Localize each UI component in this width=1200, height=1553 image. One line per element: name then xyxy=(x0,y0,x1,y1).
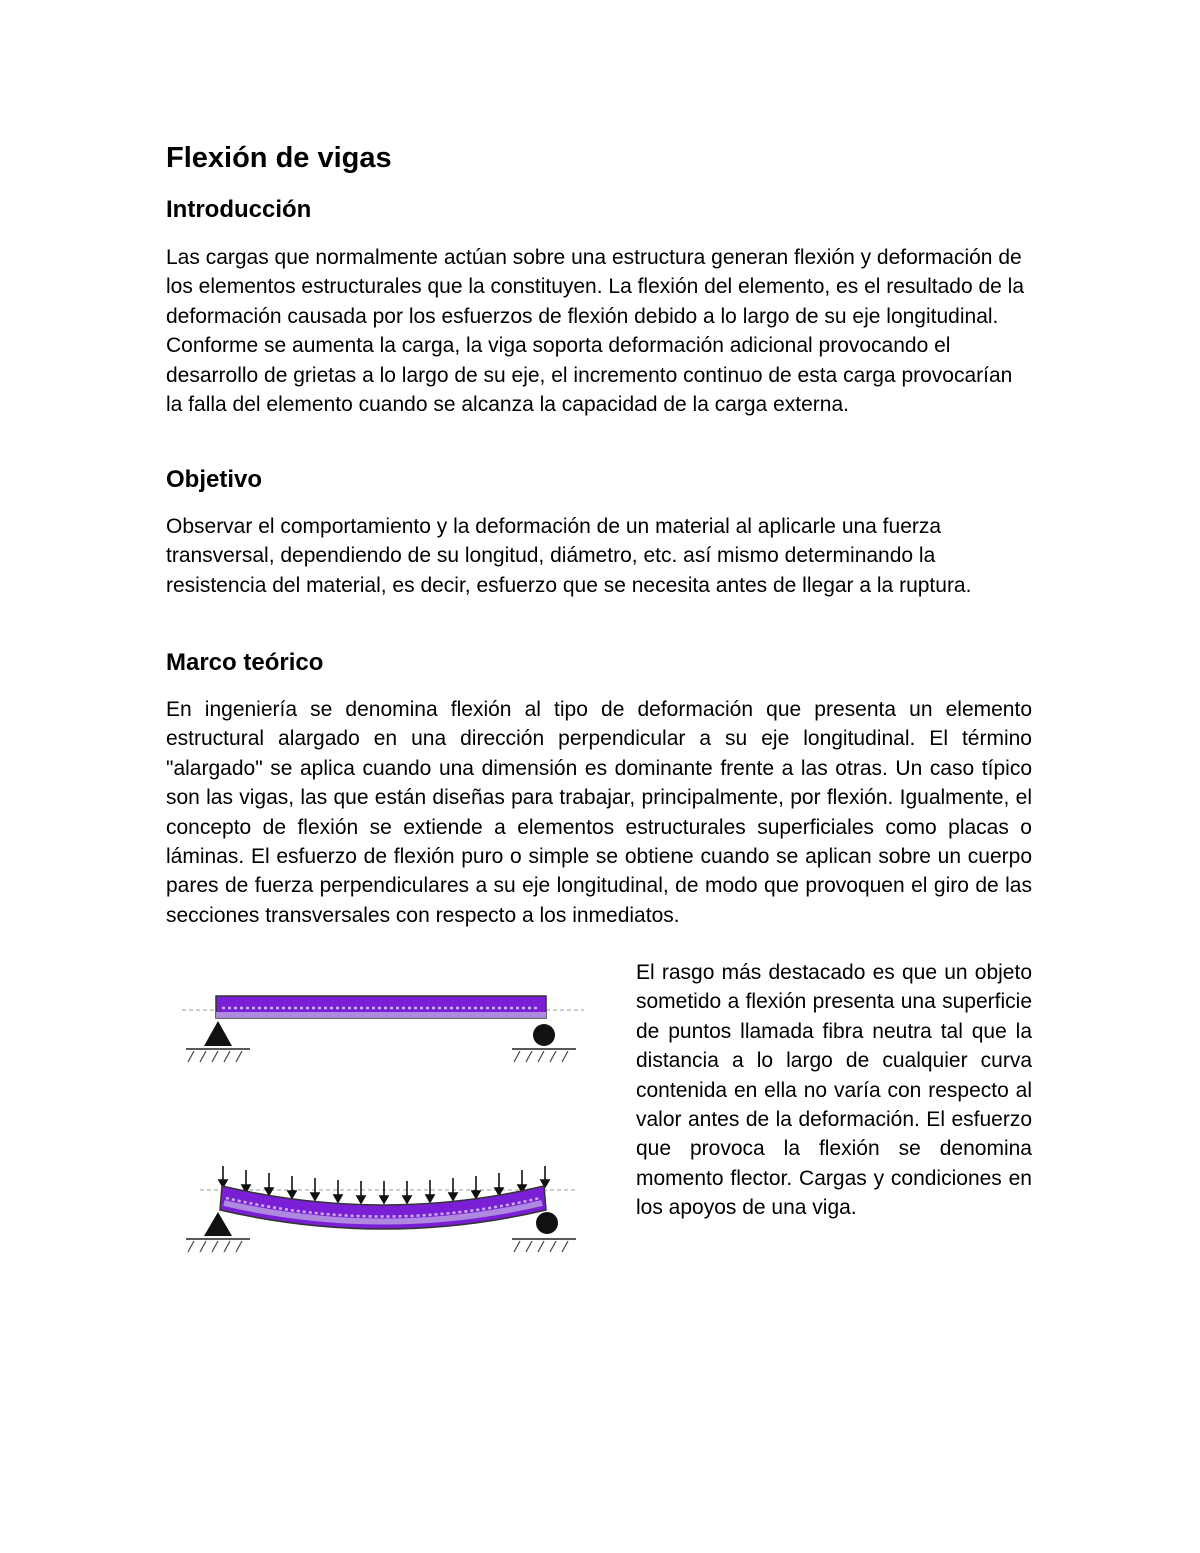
section-text-objetivo: Observar el comportamiento y la deformación de un material al aplicarle una fuerza transversal, dependiendo de su longitud, diámetro, etc. así mismo determinando la resistencia del material, es decir, esfuerzo que se necesita antes de llegar a la ruptura. xyxy=(166,515,972,597)
section-heading-introduccion: Introducción xyxy=(166,196,312,223)
unloaded-beam-diagram xyxy=(178,988,588,1068)
section-side-text-marco-teorico: El rasgo más destacado es que un objeto sometido a flexión presenta una superficie de puntos llamada fibra neutra tal que la distancia a lo largo de cualquier curva contenida en ella no varía con respecto al valor antes de la deformación. El esfuerzo que provoca la flexión se denomina momento flector. Cargas y condiciones en los apoyos de una viga. xyxy=(636,961,1032,1220)
section-heading-objetivo: Objetivo xyxy=(166,466,263,493)
section-text-introduccion: Las cargas que normalmente actúan sobre una estructura generan flexión y deformación de los elementos estructurales que la constituyen. La flexión del elemento, es el resultado de la deformación causada por los esfuerzos de flexión debido a lo largo de su eje longitudinal. Conforme se aumenta la carga, la viga soporta deformación adicional provocando el desarrollo de grietas a lo largo de su eje, el incremento continuo de esta carga provocarían la falla del elemento cuando se alcanza la capacidad de la carga externa. xyxy=(166,246,1025,417)
section-heading-marco-teorico: Marco teórico xyxy=(166,649,324,676)
loaded-beam-diagram xyxy=(178,1160,588,1260)
document-title: Flexión de vigas xyxy=(166,142,392,174)
section-text-marco-teorico: En ingeniería se denomina flexión al tipo de deformación que presenta un elemento estructural alargado en una dirección perpendicular a su eje longitudinal. El término "alargado" se aplica cuando una dimensión es dominante frente a las otras. Un caso típico son las vigas, las que están diseñas para trabajar, principalmente, por flexión. Igualmente, el concepto de flexión se extiende a elementos estructurales superficiales como placas o láminas. El esfuerzo de flexión puro o simple se obtiene cuando se aplican sobre un cuerpo pares de fuerza perpendiculares a su eje longitudinal, de modo que provoquen el giro de las secciones transversales con respecto a los inmediatos. xyxy=(166,698,1032,927)
